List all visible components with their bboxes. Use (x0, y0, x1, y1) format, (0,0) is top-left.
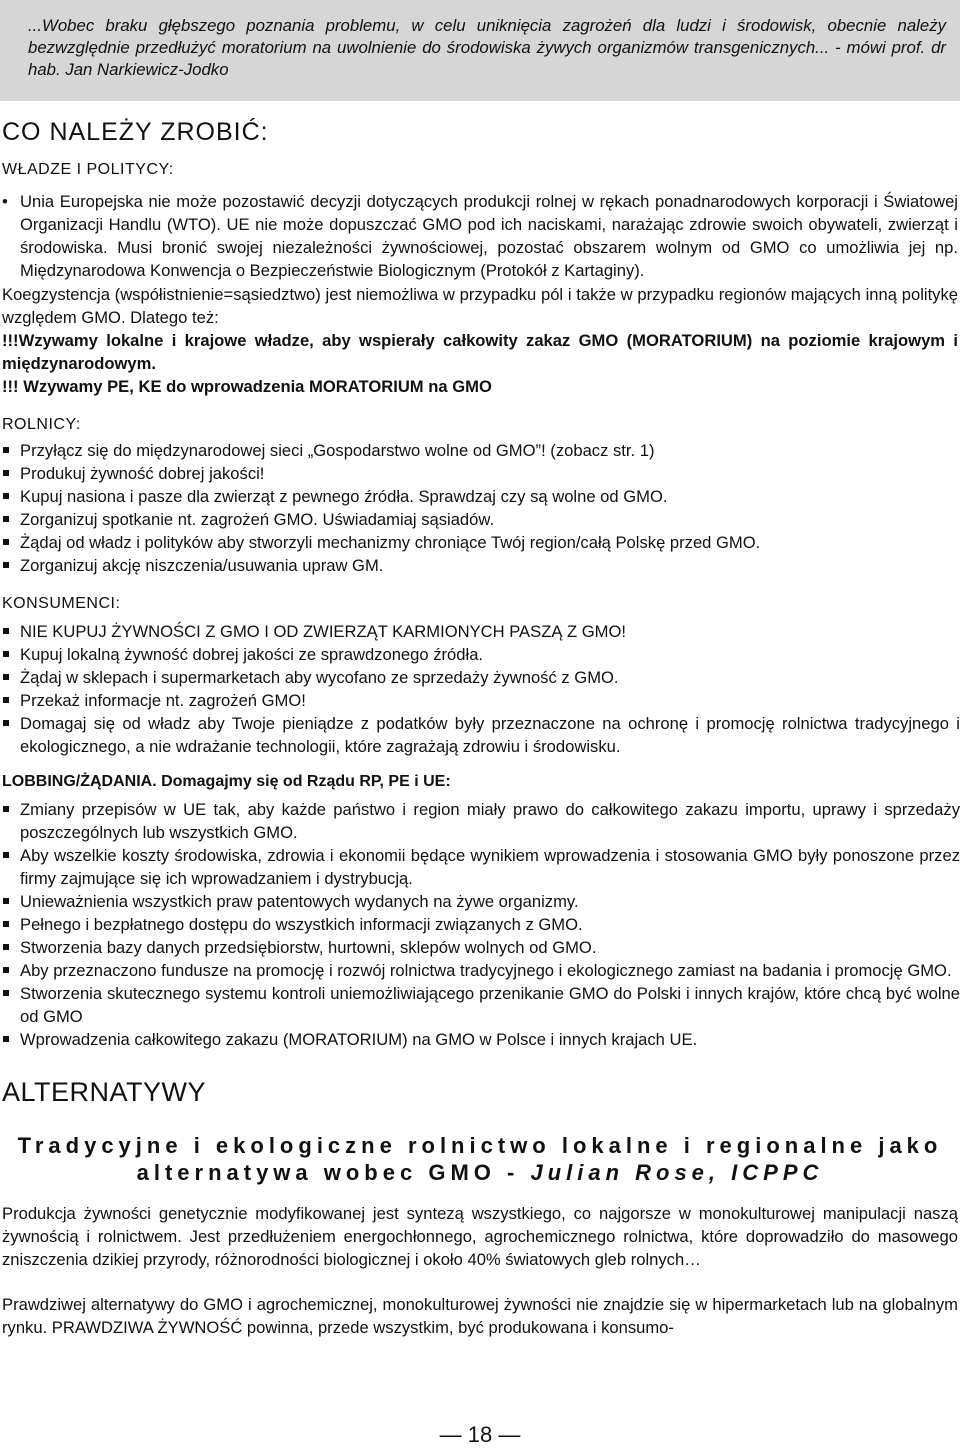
list-item: Stworzenia bazy danych przedsiębiorstw, hurtowni, sklepów wolnych od GMO. (0, 936, 960, 959)
authorities-label: WŁADZE I POLITYCY: (2, 161, 174, 178)
list-item: Przekaż informacje nt. zagrożeń GMO! (0, 689, 960, 712)
farmers-list (0, 439, 960, 577)
alternatives-paragraph-1: Produkcja żywności genetycznie modyfikowanej jest syntezą wszystkiego, co najgorsze w monokulturowej manipulacji naszą żywnością i rolnictwem. Jest przedłużeniem energochłonnego, agrochemicznego rolnictwa, które doprowadziło do masowego zniszczenia dzikiej przyrody, różnorodności biologicznej i około 40% światowych gleb rolnych… (2, 1204, 958, 1269)
main-heading: CO NALEŻY ZROBIĆ: (2, 118, 269, 146)
consumers-list (0, 620, 960, 758)
list-item: Produkuj żywność dobrej jakości! (0, 462, 960, 485)
subtitle-line-1: Tradycyjne i ekologiczne rolnictwo lokalne i regionalne jako (17, 1133, 943, 1158)
farmers-label: ROLNICY: (2, 416, 81, 433)
list-item: Stworzenia skutecznego systemu kontroli uniemożliwiającego przenikanie GMO do Polski i innych krajów, które chcą być wolne od GMO (0, 982, 960, 1028)
alternatives-paragraph-2: Prawdziwej alternatywy do GMO i agrochemicznej, monokulturowej żywności nie znajdzie się w hipermarketach lub na globalnym rynku. PRAWDZIWA ŻYWNOŚĆ powinna, przede wszystkim, być produkowana i konsumo- (2, 1295, 958, 1337)
subtitle-line-2: alternatywa wobec GMO - Julian Rose, ICPPC (136, 1160, 824, 1185)
list-item: Wprowadzenia całkowitego zakazu (MORATORIUM) na GMO w Polsce i innych krajach UE. (0, 1028, 960, 1051)
coexistence-paragraph: Koegzystencja (współistnienie=sąsiedztwo) jest niemożliwa w przypadku pól i także w przypadku regionów mających inną politykę względem GMO. Dlatego też: (2, 285, 958, 327)
list-item: Żądaj w sklepach i supermarketach aby wycofano ze sprzedaży żywność z GMO. (0, 666, 960, 689)
alternatives-subtitle (0, 1132, 960, 1186)
list-item: Kupuj nasiona i pasze dla zwierząt z pewnego źródła. Sprawdzaj czy są wolne od GMO. (0, 485, 960, 508)
page-number: — 18 — (439, 1422, 521, 1447)
list-item: Przyłącz się do międzynarodowej sieci „Gospodarstwo wolne od GMO”! (zobacz str. 1) (0, 439, 960, 462)
lobbying-label: LOBBING/ŻĄDANIA. Domagajmy się od Rządu RP, PE i UE: (2, 773, 451, 790)
list-item: Domagaj się od władz aby Twoje pieniądze z podatków były przeznaczone na ochronę i promocję rolnictwa tradycyjnego i ekologicznego, a nie wdrażanie technologii, które zagrażają zdrowiu i środowisku. (0, 712, 960, 758)
list-item: • Unia Europejska nie może pozostawić decyzji dotyczących produkcji rolnej w rękach ponadnarodowych korporacji i Światowej Organizacji Handlu (WTO). UE nie może dopuszczać GMO pod ich naciskami, narażając zdrowie swoich obywateli, zwierząt i środowiska. Musi bronić swojej niezależności żywnościowej, pozostać obszarem wolnym od GMO co umożliwia jej np. Międzynarodowa Konwencja o Bezpieczeństwie Biologicznym (Protokół z Kartaginy). (0, 190, 960, 282)
list-item: Pełnego i bezpłatnego dostępu do wszystkich informacji związanych z GMO. (0, 913, 960, 936)
list-item: Zorganizuj akcję niszczenia/usuwania upraw GM. (0, 554, 960, 577)
list-item: Aby wszelkie koszty środowiska, zdrowia i ekonomii będące wynikiem wprowadzenia i stosowania GMO były ponoszone przez firmy zajmujące się ich wprowadzaniem i dystrybucją. (0, 844, 960, 890)
list-item: Kupuj lokalną żywność dobrej jakości ze sprawdzonego źródła. (0, 643, 960, 666)
list-item: Zmiany przepisów w UE tak, aby każde państwo i region miały prawo do całkowitego zakazu importu, uprawy i sprzedaży poszczególnych lub wszystkich GMO. (0, 798, 960, 844)
list-item: NIE KUPUJ ŻYWNOŚCI Z GMO I OD ZWIERZĄT KARMIONYCH PASZĄ Z GMO! (0, 620, 960, 643)
page-content (0, 101, 960, 1339)
quote-box (0, 0, 960, 101)
list-item: Aby przeznaczono fundusze na promocję i rozwój rolnictwa tradycyjnego i ekologicznego zamiast na badania i promocję GMO. (0, 959, 960, 982)
list-item: Unieważnienia wszystkich praw patentowych wydanych na żywe organizmy. (0, 890, 960, 913)
list-item: Żądaj od władz i polityków aby stworzyli mechanizmy chroniące Twój region/całą Polskę przed GMO. (0, 531, 960, 554)
call-pe-ke: !!! Wzywamy PE, KE do wprowadzenia MORATORIUM na GMO (2, 377, 492, 396)
call-local-authorities: !!!Wzywamy lokalne i krajowe władze, aby wspierały całkowity zakaz GMO (MORATORIUM) na poziomie krajowym i międzynarodowym. (2, 331, 958, 373)
quote-text: ...Wobec braku głębszego poznania problemu, w celu uniknięcia zagrożeń dla ludzi i środowisk, obecnie należy bezwzględnie przedłużyć moratorium na uwolnienie do środowiska żywych organizmów transgenicznych... - mówi prof. dr hab. Jan Narkiewicz-Jodko (28, 16, 946, 79)
consumers-label: KONSUMENCI: (2, 595, 121, 612)
authorities-list (0, 190, 960, 282)
alternatives-heading: ALTERNATYWY (2, 1077, 207, 1107)
lobbying-list (0, 798, 960, 1051)
list-item: Zorganizuj spotkanie nt. zagrożeń GMO. Uświadamiaj sąsiadów. (0, 508, 960, 531)
subtitle-author: Julian Rose, ICPPC (530, 1160, 824, 1185)
